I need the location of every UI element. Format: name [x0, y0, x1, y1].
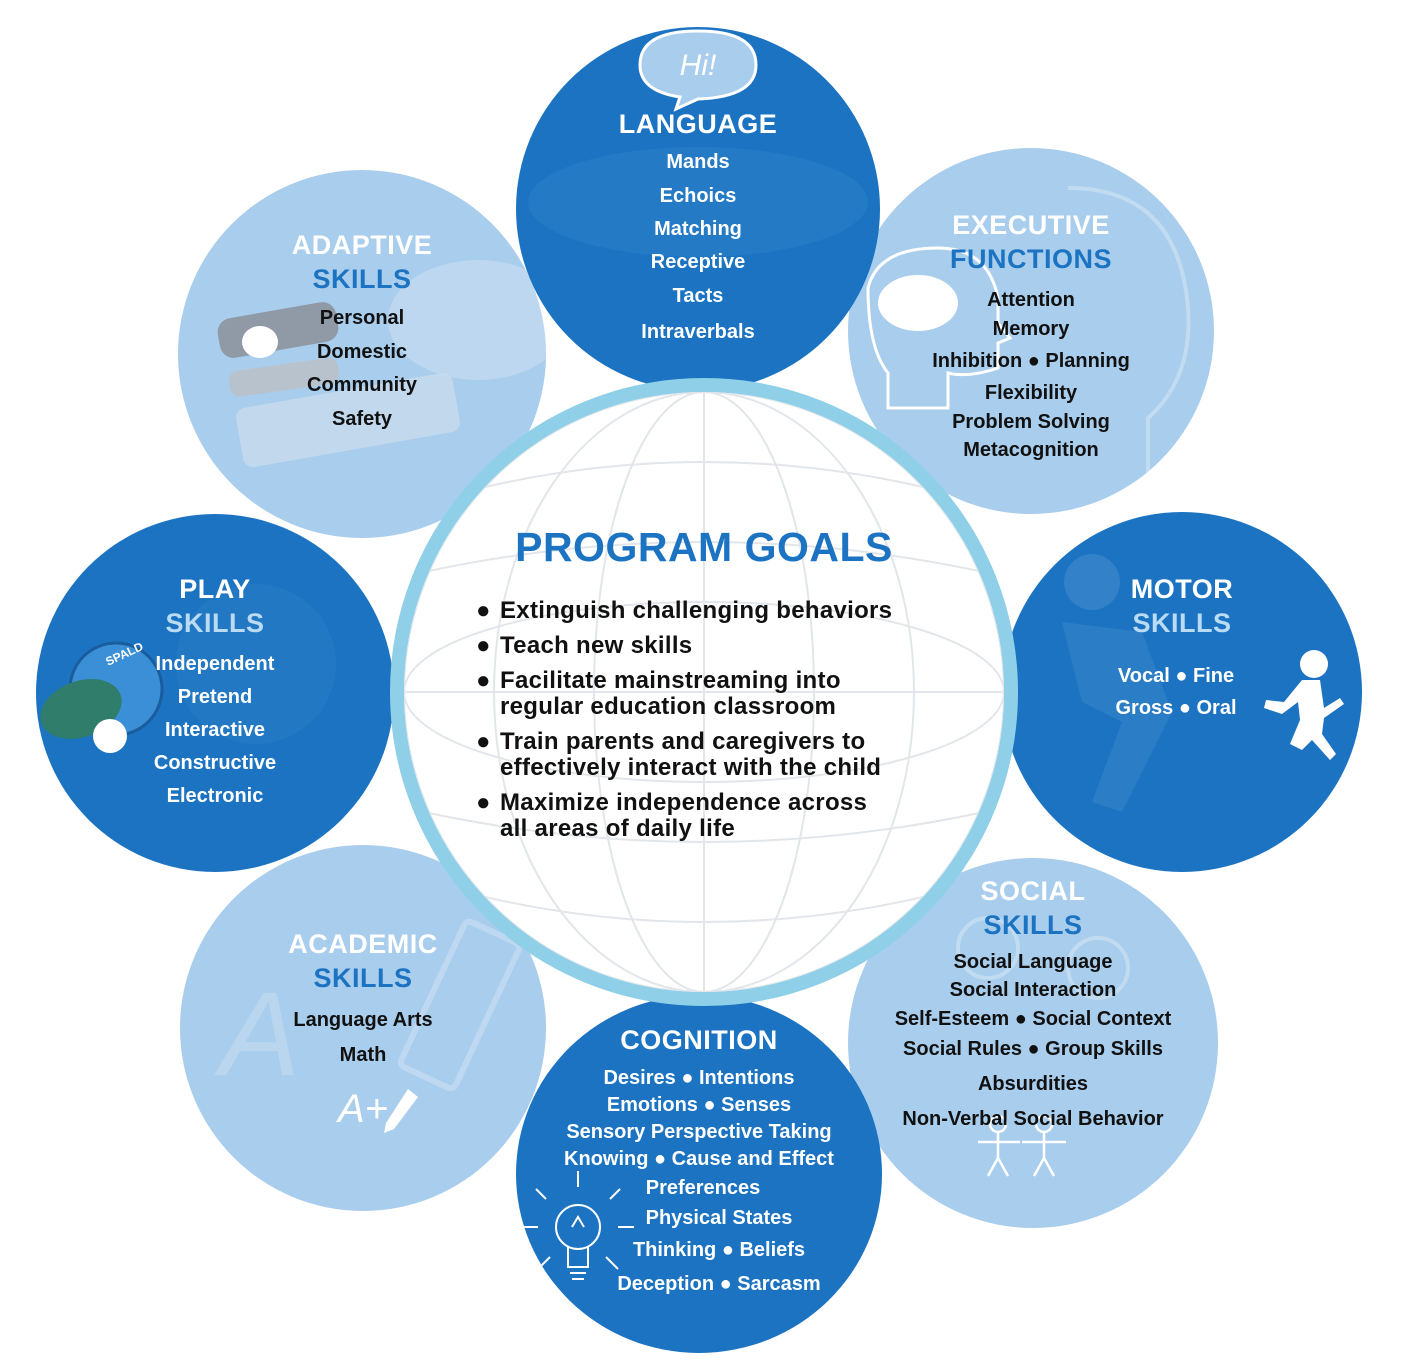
- ball-label: SPALD: [103, 639, 146, 669]
- language-title: LANGUAGE: [618, 109, 778, 139]
- executive-item: Metacognition: [963, 439, 1099, 461]
- svg-text:A: A: [220, 967, 301, 1101]
- adaptive-item: Community: [307, 374, 417, 396]
- social-subtitle: SKILLS: [983, 910, 1083, 940]
- language-item: Intraverbals: [641, 321, 755, 343]
- social-item: Non-Verbal Social Behavior: [902, 1108, 1164, 1130]
- play-item: Independent: [155, 653, 275, 675]
- bullet-icon: ●: [476, 789, 491, 816]
- social-item: Absurdities: [977, 1073, 1089, 1095]
- academic-subtitle: SKILLS: [313, 963, 413, 993]
- goal-text: Teach new skills: [500, 632, 693, 659]
- play-item: Interactive: [164, 719, 266, 741]
- goal-text: Extinguish challenging behaviors: [500, 597, 893, 624]
- executive-item: Memory: [992, 318, 1070, 340]
- adaptive-item: Domestic: [316, 340, 408, 363]
- executive-subtitle: FUNCTIONS: [950, 244, 1112, 274]
- executive-item: Inhibition ● Planning: [932, 350, 1130, 372]
- adaptive-item: Personal: [319, 307, 405, 329]
- language-item: Tacts: [672, 285, 724, 307]
- executive-item: Flexibility: [984, 382, 1078, 404]
- cognition-item: Physical States: [645, 1207, 793, 1229]
- social-title: SOCIAL: [980, 876, 1086, 906]
- language-circle: [516, 27, 880, 391]
- bullet-icon: ●: [476, 632, 491, 659]
- executive-item: Problem Solving: [952, 411, 1110, 433]
- program-goals-title: PROGRAM GOALS: [515, 524, 893, 570]
- goal-item: [476, 729, 892, 781]
- goal-text: effectively interact with the child: [500, 754, 882, 781]
- social-item: Social Interaction: [949, 979, 1117, 1001]
- bullet-icon: ●: [476, 597, 491, 624]
- program-goals-circle: [390, 378, 1018, 1006]
- bubble-text: Hi!: [679, 49, 717, 82]
- cognition-item: Thinking ● Beliefs: [632, 1239, 806, 1261]
- goal-text: Maximize independence across: [500, 789, 868, 816]
- goal-item: [476, 598, 892, 624]
- play-skills-circle: [36, 514, 394, 872]
- academic-item: Math: [339, 1044, 387, 1066]
- play-item: Constructive: [153, 752, 277, 774]
- language-item: Echoics: [659, 185, 737, 207]
- goal-item: [476, 790, 892, 842]
- cognition-item: Desires ● Intentions: [603, 1067, 795, 1089]
- academic-title: ACADEMIC: [288, 929, 438, 959]
- academic-item: Language Arts: [293, 1009, 433, 1031]
- social-item: Social Language: [953, 951, 1113, 973]
- goal-text: regular education classroom: [500, 693, 837, 720]
- cognition-item: Preferences: [645, 1177, 761, 1199]
- play-item: Electronic: [166, 785, 264, 807]
- motor-item: Gross ● Oral: [1115, 697, 1237, 719]
- cognition-circle: [516, 995, 882, 1353]
- language-item: Matching: [654, 218, 742, 240]
- cognition-item: Knowing ● Cause and Effect: [564, 1148, 834, 1170]
- play-title: PLAY: [179, 574, 251, 604]
- language-item: Mands: [666, 151, 730, 173]
- motor-item: Vocal ● Fine: [1117, 665, 1235, 687]
- executive-item: Attention: [987, 289, 1075, 311]
- goal-item: [476, 668, 892, 720]
- social-item: Social Rules ● Group Skills: [903, 1038, 1163, 1060]
- play-subtitle: SKILLS: [165, 608, 265, 638]
- adaptive-subtitle: SKILLS: [312, 264, 412, 294]
- motor-subtitle: SKILLS: [1132, 608, 1232, 638]
- cognition-title: COGNITION: [620, 1025, 778, 1055]
- goal-text: Train parents and caregivers to: [500, 728, 866, 755]
- language-item: Receptive: [650, 251, 746, 273]
- cognition-item: Deception ● Sarcasm: [617, 1273, 821, 1295]
- adaptive-title: ADAPTIVE: [291, 230, 433, 260]
- adaptive-item: Safety: [331, 407, 393, 430]
- motor-skills-circle: [1002, 512, 1362, 872]
- goal-text: all areas of daily life: [500, 815, 736, 842]
- bullet-icon: ●: [476, 667, 491, 694]
- goal-text: Facilitate mainstreaming into: [500, 667, 841, 694]
- goals-list: [476, 598, 892, 851]
- motor-title: MOTOR: [1130, 574, 1234, 604]
- cognition-item: Emotions ● Senses: [606, 1094, 792, 1116]
- grade-text: A+: [337, 1087, 389, 1131]
- play-item: Pretend: [177, 686, 253, 708]
- pencil-icon: [380, 1087, 420, 1137]
- bullet-icon: ●: [476, 728, 491, 755]
- social-item: Self-Esteem ● Social Context: [894, 1008, 1172, 1030]
- cognition-item: Sensory Perspective Taking: [566, 1121, 832, 1143]
- goal-item: [476, 633, 892, 659]
- executive-title: EXECUTIVE: [952, 210, 1110, 240]
